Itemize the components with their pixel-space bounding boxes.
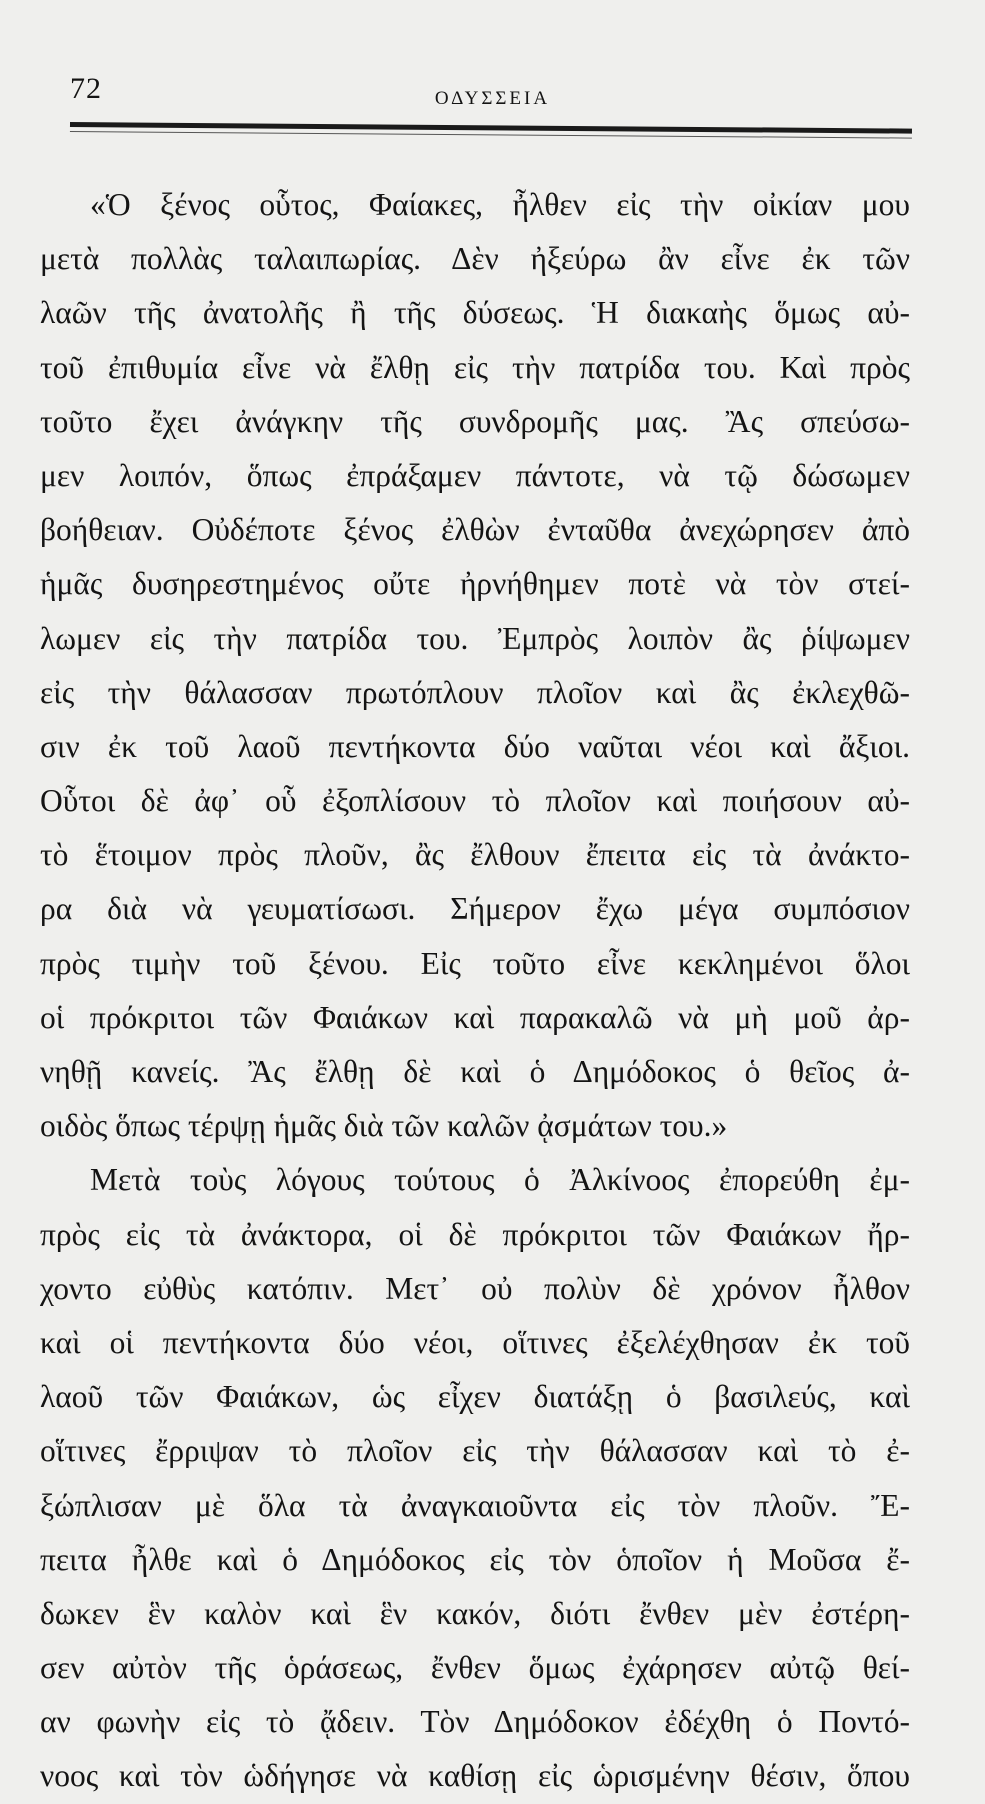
text-line: ἡμᾶς δυσηρεστημένος οὔτε ἠρνήθημεν ποτὲ νὰ τὸν στεί- xyxy=(40,566,910,602)
text-line: «Ὁ ξένος οὗτος, Φαίακες, ἦλθεν εἰς τὴν οἰκίαν μου xyxy=(90,187,910,222)
text-line: πρὸς εἰς τὰ ἀνάκτορα, οἱ δὲ πρόκριτοι τῶν Φαιάκων ἤρ- xyxy=(40,1216,910,1252)
text-line: μεν λοιπόν, ὅπως ἐπράξαμεν πάντοτε, νὰ τῷ δώσωμεν xyxy=(40,457,910,493)
text-line: πρὸς τιμὴν τοῦ ξένου. Εἰς τοῦτο εἶνε κεκλημένοι ὅλοι xyxy=(40,945,910,981)
text-line: βοήθειαν. Οὐδέποτε ξένος ἐλθὼν ἐνταῦθα ἀνεχώρησεν ἀπὸ xyxy=(40,512,910,548)
page-number: 72 xyxy=(70,72,102,105)
text-line: εἰς τὴν θάλασσαν πρωτόπλουν πλοῖον καὶ ἂς ἐκλεχθῶ- xyxy=(40,674,910,710)
text-line: δωκεν ἓν καλὸν καὶ ἓν κακόν, διότι ἔνθεν μὲν ἐστέρη- xyxy=(40,1595,910,1631)
text-line: νηθῇ κανείς. Ἂς ἔλθῃ δὲ καὶ ὁ Δημόδοκος ὁ θεῖος ἀ- xyxy=(40,1054,910,1089)
text-line: λαοῦ τῶν Φαιάκων, ὡς εἶχεν διατάξῃ ὁ βασιλεύς, καὶ xyxy=(40,1379,910,1415)
text-line: Οὗτοι δὲ ἀφ᾽ οὗ ἐξοπλίσουν τὸ πλοῖον καὶ ποιήσουν αὐ- xyxy=(40,783,910,819)
text-line: νοος καὶ τὸν ὡδήγησε νὰ καθίσῃ εἰς ὡρισμένην θέσιν, ὅπου xyxy=(40,1758,910,1794)
text-line: σεν αὐτὸν τῆς ὁράσεως, ἔνθεν ὅμως ἐχάρησεν αὐτῷ θεί- xyxy=(40,1650,910,1686)
text-line: ξώπλισαν μὲ ὅλα τὰ ἀναγκαιοῦντα εἰς τὸν πλοῦν. Ἔ- xyxy=(40,1487,910,1523)
text-line: τὸ ἕτοιμον πρὸς πλοῦν, ἂς ἔλθουν ἔπειτα εἰς τὰ ἀνάκτο- xyxy=(40,837,910,873)
text-line: τοῦτο ἔχει ἀνάγκην τῆς συνδρομῆς μας. Ἂς σπεύσω- xyxy=(40,403,910,439)
text-line: ρα διὰ νὰ γευματίσωσι. Σήμερον ἔχω μέγα συμπόσιον xyxy=(40,891,910,927)
text-line: χοντο εὐθὺς κατόπιν. Μετ᾽ οὐ πολὺν δὲ χρόνον ἦλθον xyxy=(40,1270,910,1306)
text-line: τοῦ ἐπιθυμία εἶνε νὰ ἔλθῃ εἰς τὴν πατρίδα του. Καὶ πρὸς xyxy=(40,349,910,385)
text-line: Μετὰ τοὺς λόγους τούτους ὁ Ἀλκίνοος ἐπορεύθη ἐμ- xyxy=(90,1162,910,1198)
text-line: καὶ οἱ πεντήκοντα δύο νέοι, οἵτινες ἐξελέχθησαν ἐκ τοῦ xyxy=(40,1324,910,1360)
text-line: σιν ἐκ τοῦ λαοῦ πεντήκοντα δύο ναῦται νέοι καὶ ἄξιοι. xyxy=(40,728,910,764)
text-line: λωμεν εἰς τὴν πατρίδα του. Ἐμπρὸς λοιπὸν ἂς ῥίψωμεν xyxy=(40,620,910,656)
text-line: αν φωνὴν εἰς τὸ ᾄδειν. Τὸν Δημόδοκον ἐδέχθη ὁ Ποντό- xyxy=(40,1704,910,1740)
text-line: πειτα ἦλθε καὶ ὁ Δημόδοκος εἰς τὸν ὁποῖον ἡ Μοῦσα ἔ- xyxy=(40,1541,910,1577)
text-line: οἱ πρόκριτοι τῶν Φαιάκων καὶ παρακαλῶ νὰ μὴ μοῦ ἀρ- xyxy=(40,999,910,1035)
text-line: οἵτινες ἔρριψαν τὸ πλοῖον εἰς τὴν θάλασσαν καὶ τὸ ἐ- xyxy=(40,1433,910,1469)
text-line: λαῶν τῆς ἀνατολῆς ἢ τῆς δύσεως. Ἡ διακαὴς ὅμως αὐ- xyxy=(40,295,910,331)
running-title: ΟΔΥΣΣΕΙΑ xyxy=(434,88,551,109)
header-rule xyxy=(70,122,912,134)
text-line: οιδὸς ὅπως τέρψῃ ἡμᾶς διὰ τῶν καλῶν ᾀσμάτων του.» xyxy=(40,1108,728,1144)
body-text xyxy=(40,178,910,1804)
text-line: μετὰ πολλὰς ταλαιπωρίας. Δὲν ἠξεύρω ἂν εἶνε ἐκ τῶν xyxy=(40,241,910,277)
